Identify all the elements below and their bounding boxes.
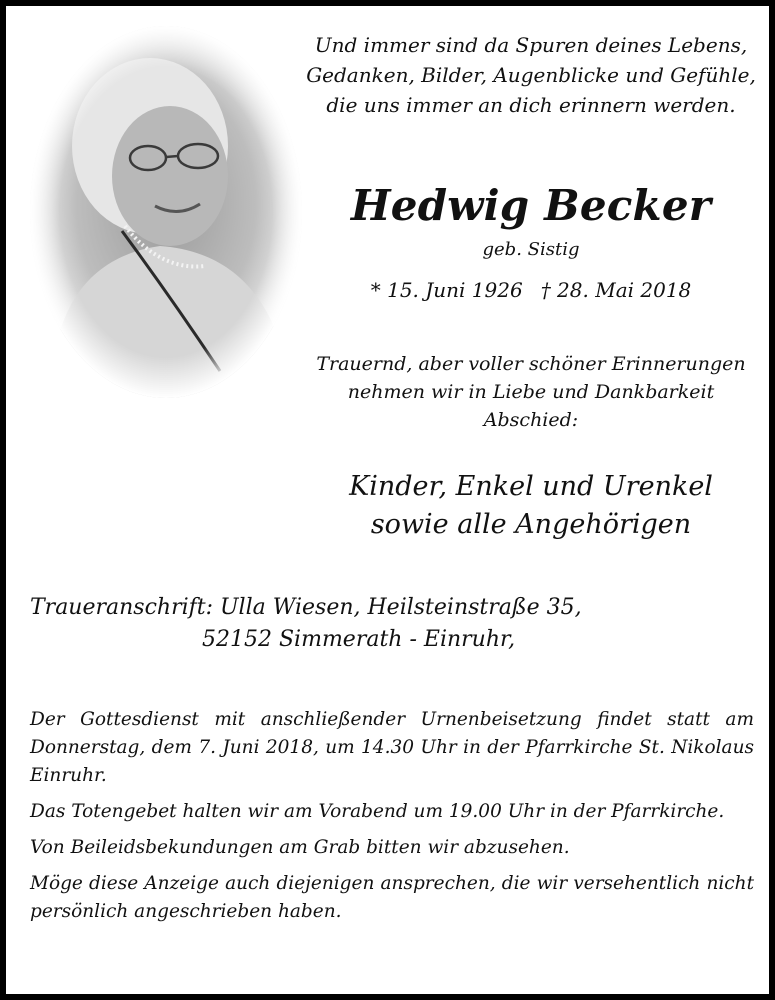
poem-line: Gedanken, Bilder, Augenblicke und Gefühle, [306,63,756,87]
poem-line: Und immer sind da Spuren deines Lebens, [314,33,748,57]
mourning-line: nehmen wir in Liebe und Dankbarkeit [347,381,715,403]
family-line: sowie alle Angehörigen [370,509,692,540]
mourning-text [296,350,766,434]
death-date: † 28. Mai 2018 [540,278,692,302]
mourning-line: Trauernd, aber voller schöner Erinnerungen [316,353,746,375]
family-line: Kinder, Enkel und Urenkel [349,471,713,502]
deceased-name: Hedwig Becker [350,181,712,230]
address-line: Traueranschrift: Ulla Wiesen, Heilsteinstraße 35, [30,595,582,620]
notes-paragraph: Das Totengebet halten wir am Vorabend um 19.00 Uhr in der Pfarrkirche. [30,801,725,822]
portrait-photo [30,26,302,398]
poem [296,30,766,120]
address-line: 52152 Simmerath - Einruhr, [202,627,516,652]
birth-date: * 15. Juni 1926 [370,278,523,302]
notes-paragraph: Der Gottesdienst mit anschließender Urnenbeisetzung findet statt am Donnerstag, dem 7. Juni 2018, um 14.30 Uhr in der Pfarrkirche St. Nikolaus Einruhr. [30,709,754,786]
portrait-illustration [30,26,302,398]
life-dates [296,276,766,304]
mourning-address [30,592,582,656]
mourning-line: Abschied: [483,409,579,431]
notes-paragraph: Von Beileidsbekundungen am Grab bitten wir abzusehen. [30,837,570,858]
family-signature [296,468,766,544]
notes-paragraph: Möge diese Anzeige auch diejenigen ansprechen, die wir versehentlich nicht persönlich angeschrieben haben. [30,873,754,922]
birth-name: geb. Sistig [482,239,580,260]
service-notes [30,706,754,934]
poem-line: die uns immer an dich erinnern werden. [326,93,736,117]
